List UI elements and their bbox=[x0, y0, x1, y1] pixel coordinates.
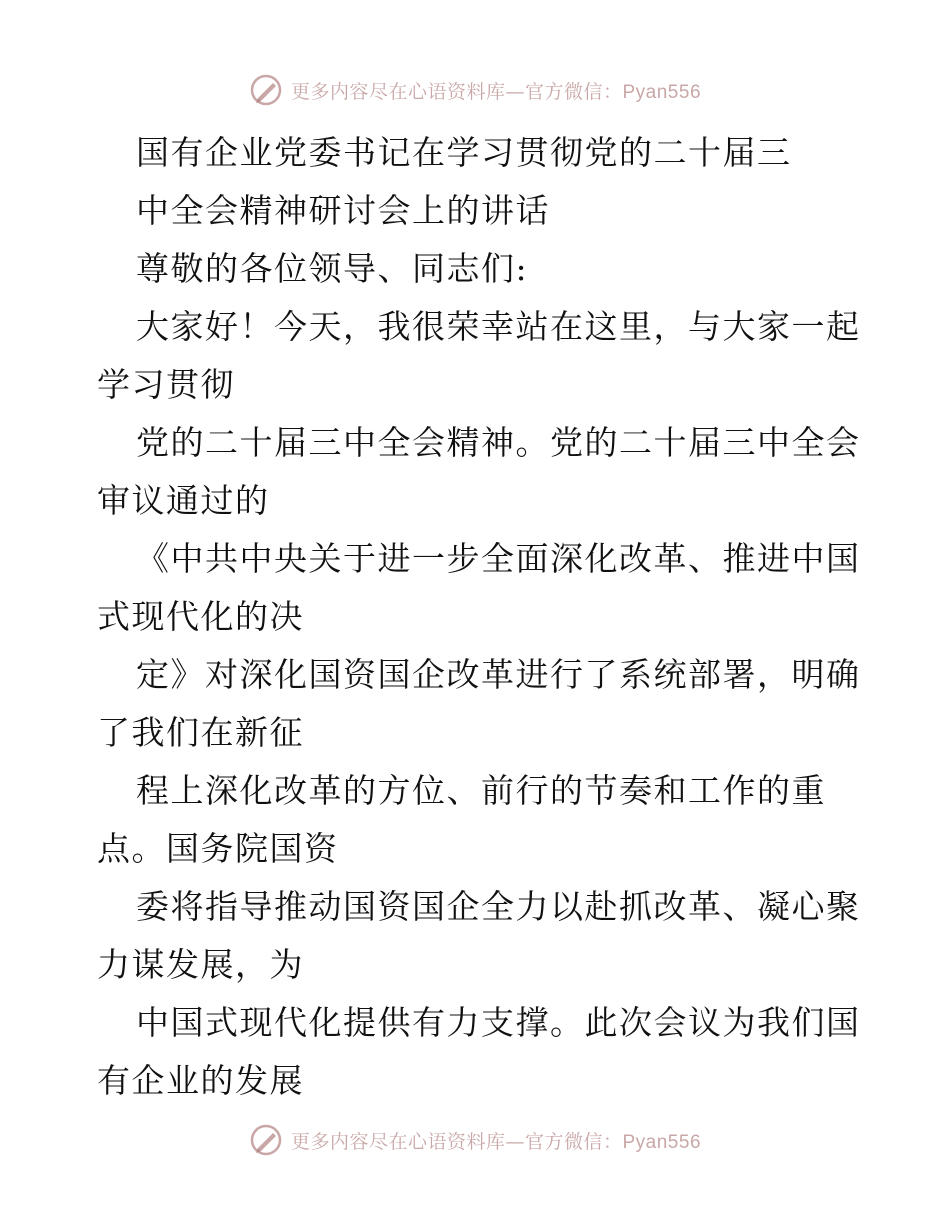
document-line: 委将指导推动国资国企全力以赴抓改革、凝心聚 bbox=[136, 887, 861, 926]
watermark-text bbox=[291, 1127, 701, 1154]
document-line: 大家好！今天，我很荣幸站在这里，与大家一起 bbox=[136, 307, 861, 346]
document-line: 有企业的发展 bbox=[97, 1061, 304, 1100]
watermark-main: 更多内容尽在心语资料库 bbox=[290, 1130, 506, 1153]
watermark-label: 官方微信： bbox=[524, 80, 623, 103]
document-line: 中全会精神研讨会上的讲话 bbox=[136, 191, 550, 230]
watermark-main: 更多内容尽在心语资料库 bbox=[290, 80, 506, 103]
pen-logo-icon bbox=[249, 73, 283, 107]
document-line: 党的二十届三中全会精神。党的二十届三中全会 bbox=[136, 423, 861, 462]
document-line: 《中共中央关于进一步全面深化改革、推进中国 bbox=[136, 539, 861, 578]
watermark-id: Pyan556 bbox=[622, 1131, 702, 1153]
document-line: 式现代化的决 bbox=[97, 597, 304, 636]
document-line: 尊敬的各位领导、同志们: bbox=[136, 249, 529, 288]
document-line: 审议通过的 bbox=[97, 481, 270, 520]
document-body bbox=[97, 124, 867, 1110]
footer-watermark bbox=[0, 1120, 950, 1160]
document-line: 中国式现代化提供有力支撑。此次会议为我们国 bbox=[136, 1003, 861, 1042]
document-line: 定》对深化国资国企改革进行了系统部署，明确 bbox=[136, 655, 861, 694]
document-line: 学习贯彻 bbox=[97, 365, 235, 404]
header-watermark bbox=[0, 70, 950, 110]
pen-logo-icon bbox=[249, 1123, 283, 1157]
watermark-dash: — bbox=[505, 1130, 525, 1153]
watermark-text bbox=[291, 77, 701, 104]
document-line: 点。国务院国资 bbox=[97, 829, 339, 868]
document-line: 国有企业党委书记在学习贯彻党的二十届三 bbox=[136, 133, 792, 172]
watermark-dash: — bbox=[505, 80, 525, 103]
document-line: 力谋发展，为 bbox=[97, 945, 304, 984]
watermark-label: 官方微信： bbox=[524, 1130, 623, 1153]
document-line: 程上深化改革的方位、前行的节奏和工作的重 bbox=[136, 771, 826, 810]
watermark-id: Pyan556 bbox=[622, 81, 702, 103]
document-line: 了我们在新征 bbox=[97, 713, 304, 752]
